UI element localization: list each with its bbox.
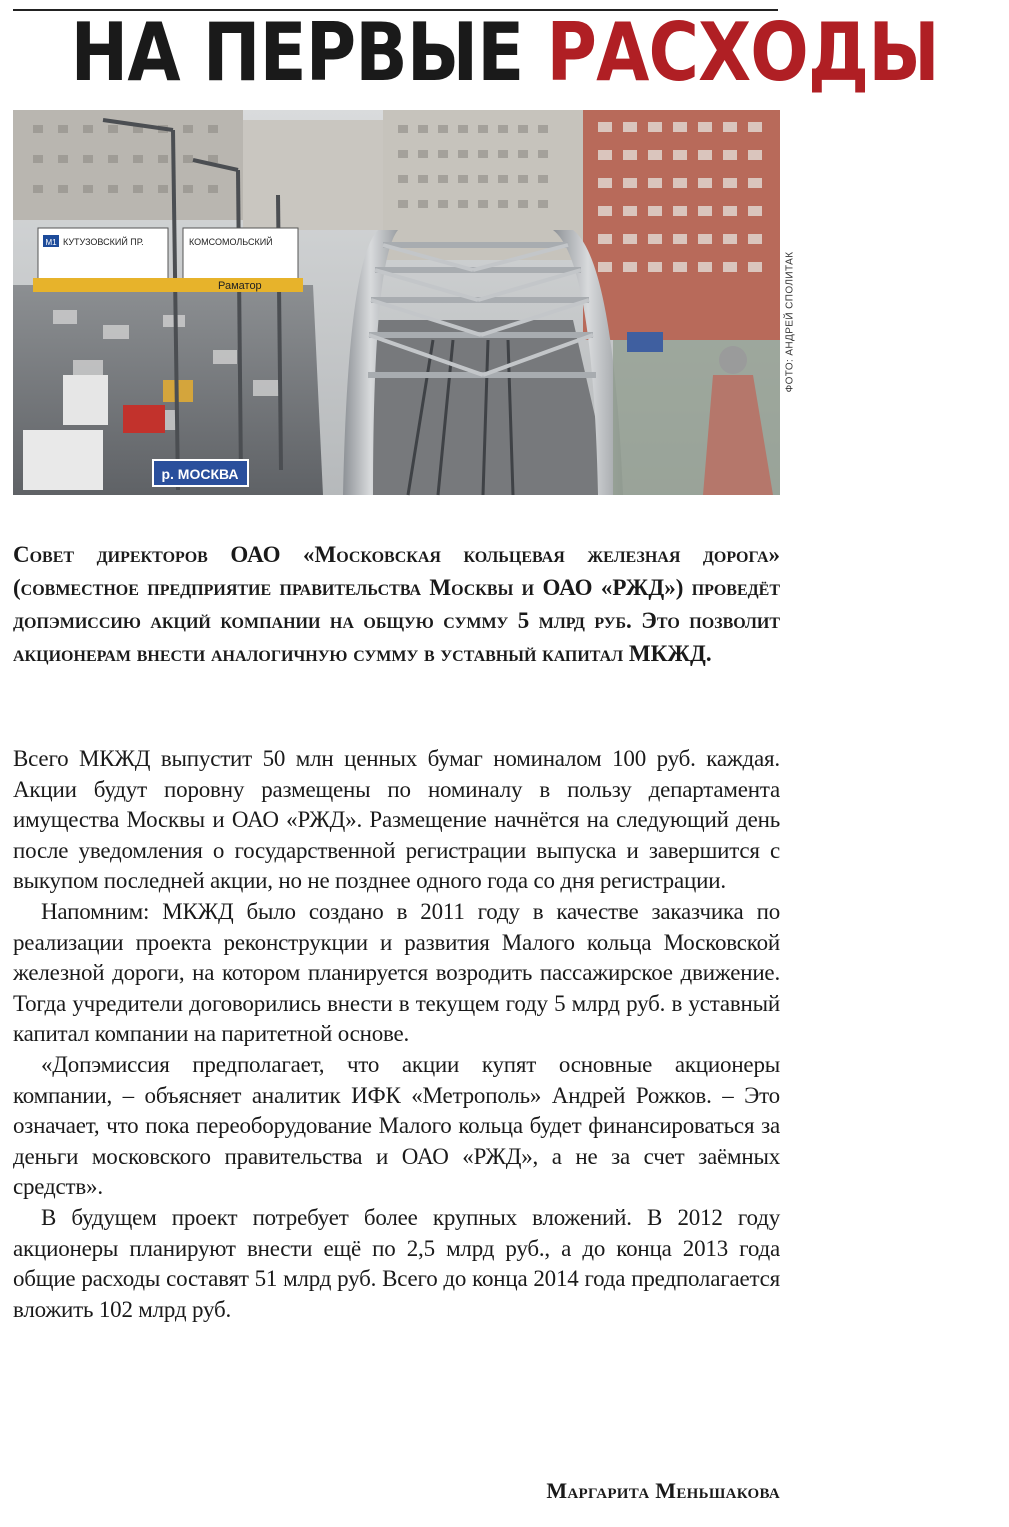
- headline-part-black: НА ПЕРВЫЕ: [70, 6, 524, 99]
- article-photo: [13, 110, 780, 495]
- sign-text-kutuzovsky: КУТУЗОВСКИЙ ПР.: [63, 237, 144, 247]
- article-paragraph: Всего МКЖД выпустит 50 млн ценных бумаг номиналом 100 руб. каждая. Акции будут поровну размещены по номиналу в пользу департамента имущества Москвы и ОАО «РЖД». Размещение начнётся на следующий день после уведомления о государственной регистрации выпуска и завершится с выкупом последней акции, но не позднее одного года со дня регистрации.: [13, 746, 780, 894]
- yellow-sign-text: Раматор: [218, 280, 262, 292]
- author-byline: Маргарита Меньшакова: [546, 1478, 780, 1503]
- sign-badge: М1: [45, 238, 57, 247]
- headline: [0, 6, 939, 99]
- headline-part-red: РАСХОДЫ: [546, 6, 939, 99]
- article-paragraph: Напомним: МКЖД было создано в 2011 году в качестве заказчика по реализации проекта реконструкции и развития Малого кольца Московской железной дороги, на котором планируется возродить пассажирское движение. Тогда учредители договорились внести в текущем году 5 млрд руб. в уставный капитал компании на паритетной основе.: [13, 898, 780, 1047]
- photo-credit: ФОТО: АНДРЕЙ СПОЛИТАК: [784, 251, 796, 393]
- article-paragraph: «Допэмиссия предполагает, что акции купят основные акционеры компании, – объясняет аналитик ИФК «Метрополь» Андрей Рожков. – Это означает, что пока переоборудование Малого кольца будет финансироваться за деньги московского правительства и ОАО «РЖД», а не за счет заёмных средств».: [13, 1051, 780, 1200]
- river-sign-text: р. МОСКВА: [161, 466, 239, 482]
- article-lead: Совет директоров ОАО «Московская кольцевая железная дорога» (совместное предприятие правительства Москвы и ОАО «РЖД») проведёт допэмиссию акций компании на общую сумму 5 млрд руб. Это позволит акционерам внести аналогичную сумму в уставный капитал МКЖД.: [13, 542, 780, 666]
- article-body: [13, 744, 780, 1325]
- article-paragraph: В будущем проект потребует более крупных вложений. В 2012 году акционеры планируют внести ещё по 2,5 млрд руб., а до конца 2013 года общие расходы составят 51 млрд руб. Всего до конца 2014 года предполагается вложить 102 млрд руб.: [13, 1204, 780, 1322]
- sign-text-komsomolsky: КОМСОМОЛЬСКИЙ: [189, 237, 273, 247]
